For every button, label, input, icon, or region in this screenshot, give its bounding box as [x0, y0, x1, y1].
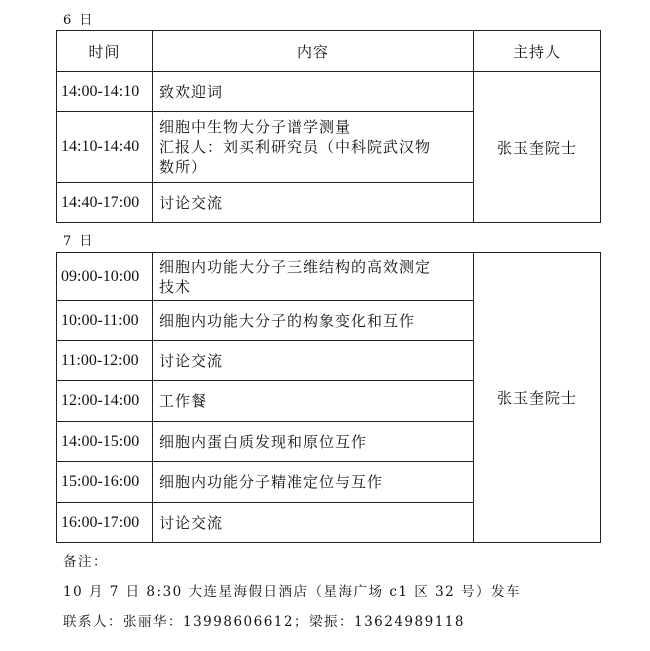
- content-line: 细胞内功能大分子三维结构的高效测定: [159, 257, 432, 276]
- time-cell: 10:00-11:00: [57, 301, 153, 341]
- content-cell: [153, 112, 474, 183]
- content-cell: 细胞内功能大分子的构象变化和互作: [153, 301, 474, 341]
- schedule-table-day1: [56, 30, 601, 223]
- table-header-row: [57, 31, 601, 72]
- time-cell: 16:00-17:00: [57, 503, 153, 543]
- time-cell: 15:00-16:00: [57, 462, 153, 503]
- content-cell: 细胞内蛋白质发现和原位互作: [153, 422, 474, 462]
- time-cell: 12:00-14:00: [57, 381, 153, 422]
- content-cell: 讨论交流: [153, 183, 474, 223]
- time-cell: 14:10-14:40: [57, 112, 153, 183]
- time-cell: 11:00-12:00: [57, 341, 153, 381]
- notes-departure: 10 月 7 日 8:30 大连星海假日酒店（星海广场 c1 区 32 号）发车: [63, 584, 522, 600]
- day1-label: 6 日: [63, 13, 95, 28]
- host-cell: 张玉奎院士: [474, 72, 601, 223]
- header-time: 时间: [57, 31, 153, 72]
- content-line: 细胞中生物大分子谱学测量: [159, 118, 352, 136]
- content-cell: 讨论交流: [153, 503, 474, 543]
- time-cell: 09:00-10:00: [57, 253, 153, 301]
- content-line: 数所）: [159, 158, 208, 176]
- content-line: 汇报人：刘买利研究员（中科院武汉物: [159, 138, 432, 156]
- notes-title: 备注：: [63, 554, 108, 570]
- content-cell: 细胞内功能分子精准定位与互作: [153, 462, 474, 503]
- content-cell: [153, 253, 474, 301]
- header-host: 主持人: [474, 31, 601, 72]
- time-cell: 14:00-15:00: [57, 422, 153, 462]
- content-cell: 致欢迎词: [153, 72, 474, 112]
- content-cell: 工作餐: [153, 381, 474, 422]
- time-cell: 14:00-14:10: [57, 72, 153, 112]
- day2-label: 7 日: [63, 234, 95, 249]
- table-row: [57, 72, 601, 112]
- notes-contact: 联系人：张丽华：13998606612；梁振：13624989118: [63, 614, 465, 630]
- table-row: [57, 253, 601, 301]
- content-cell: 讨论交流: [153, 341, 474, 381]
- host-cell: 张玉奎院士: [474, 253, 601, 543]
- schedule-table-day2: [56, 252, 601, 543]
- header-content: 内容: [153, 31, 474, 72]
- time-cell: 14:40-17:00: [57, 183, 153, 223]
- content-line: 技术: [159, 277, 192, 296]
